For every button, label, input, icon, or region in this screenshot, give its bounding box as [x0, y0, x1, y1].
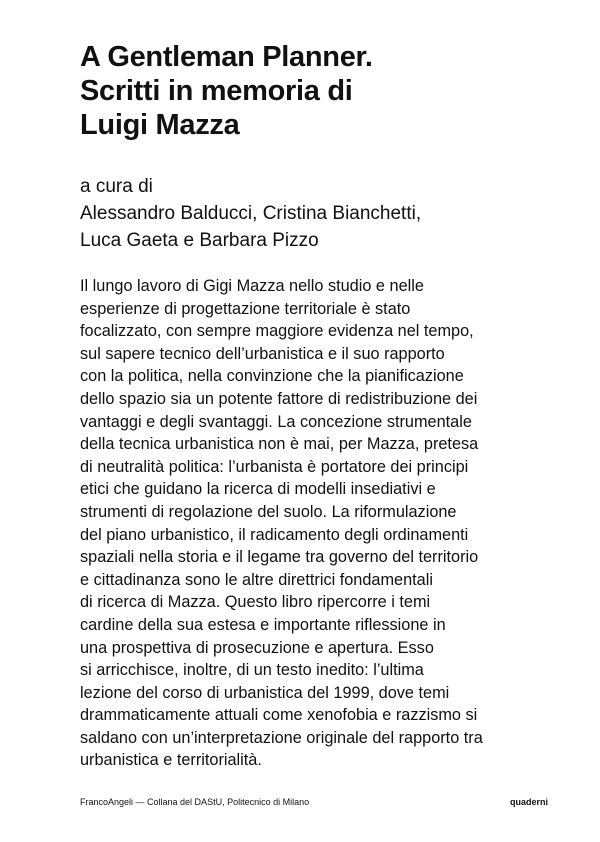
- abstract-line: spaziali nella storia e il legame tra governo del territorio: [80, 548, 479, 567]
- title-line: A Gentleman Planner.: [80, 41, 373, 73]
- editors-line: a cura di: [80, 176, 153, 197]
- title-line: Scritti in memoria di: [80, 75, 353, 107]
- abstract-line: si arricchisce, inoltre, di un testo inedito: l’ultima: [80, 661, 424, 680]
- abstract-line: una prospettiva di prosecuzione e apertura. Esso: [80, 638, 434, 657]
- abstract-line: vantaggi e degli svantaggi. La concezione strumentale: [80, 412, 472, 431]
- abstract-line: Il lungo lavoro di Gigi Mazza nello studio e nelle: [80, 277, 424, 295]
- abstract-line: focalizzato, con sempre maggiore evidenza nel tempo,: [80, 322, 474, 341]
- title-line: Luigi Mazza: [80, 109, 240, 141]
- abstract-line: con la politica, nella convinzione che la pianificazione: [80, 367, 464, 386]
- abstract-line: esperienze di progettazione territoriale è stato: [80, 299, 411, 318]
- editors-line: Luca Gaeta e Barbara Pizzo: [80, 230, 319, 251]
- abstract-line: saldano con un’interpretazione originale del rapporto tra: [80, 728, 483, 747]
- abstract-line: dello spazio sia un potente fattore di redistribuzione dei: [80, 389, 478, 408]
- abstract-text: [80, 275, 550, 772]
- publisher-credit: FrancoAngeli — Collana del DAStU, Politecnico di Milano: [80, 797, 310, 807]
- abstract-line: del piano urbanistico, il radicamento degli ordinamenti: [80, 525, 469, 544]
- abstract-line: di ricerca di Mazza. Questo libro ripercorre i temi: [80, 593, 431, 612]
- editors-block: [80, 173, 560, 254]
- book-title: [80, 40, 540, 142]
- series-name: quaderni: [509, 797, 548, 807]
- abstract-line: di neutralità politica: l’urbanista è portatore dei principi: [80, 457, 469, 476]
- abstract-line: sul sapere tecnico dell’urbanistica e il suo rapporto: [80, 344, 445, 363]
- editors-line: Alessandro Balducci, Cristina Bianchetti,: [80, 203, 422, 224]
- abstract-line: lezione del corso di urbanistica del 1999, dove temi: [80, 683, 450, 702]
- abstract-line: urbanistica e territorialità.: [80, 751, 262, 770]
- abstract-line: strumenti di regolazione del suolo. La riformulazione: [80, 502, 457, 521]
- abstract-line: della tecnica urbanistica non è mai, per Mazza, pretesa: [80, 435, 479, 454]
- abstract-line: cardine della sua estesa e importante riflessione in: [80, 615, 446, 634]
- abstract-line: e cittadinanza sono le altre direttrici fondamentali: [80, 570, 433, 589]
- abstract-line: etici che guidano la ricerca di modelli insediativi e: [80, 480, 436, 499]
- abstract-line: drammaticamente attuali come xenofobia e razzismo si: [80, 706, 478, 725]
